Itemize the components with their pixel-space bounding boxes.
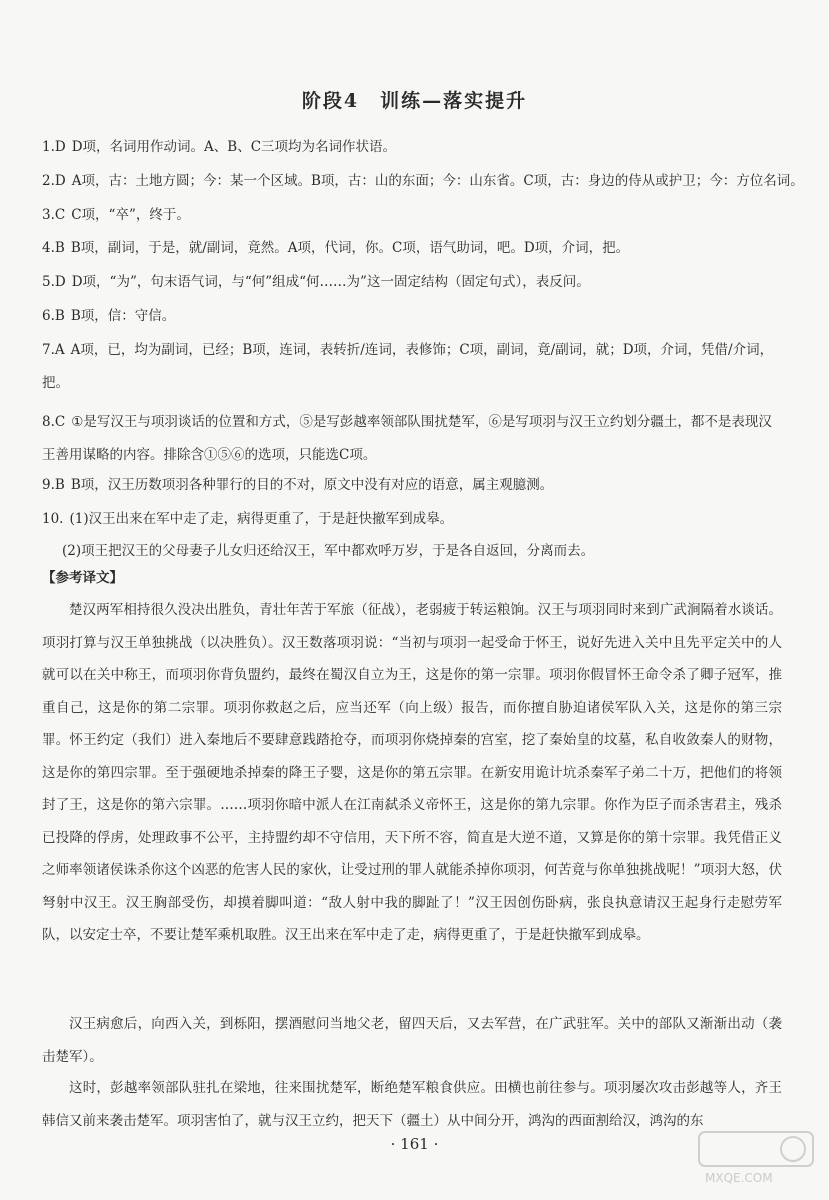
answer-text: (1)汉王出来在军中走了走，病得更重了，于是赶快撤军到成皋。 [69, 511, 454, 527]
answer-item [42, 300, 782, 333]
site-watermark-logo [697, 1128, 815, 1188]
answer-text: A项，已，均为副词，已经；B项，连词，表转折/连词，表修饰；C项，副词，竟/副词，就；D项，介词，凭借/介词，把。 [42, 342, 774, 391]
answer-text: B项，信：守信。 [70, 308, 176, 324]
translation-paragraph: 这时，彭越率领部队驻扎在梁地，往来围扰楚军，断绝楚军粮食供应。田横也前往参与。项羽屡次攻击彭越等人，齐王韩信又前来袭击楚军。项羽害怕了，就与汉王立约，把天下（疆土）从中间分开，鸿沟的西面割给汉，鸿沟的东 [42, 1080, 782, 1129]
answer-number: 3.C [42, 207, 66, 223]
answer-number: 2.D [42, 173, 66, 189]
answer-number: 1.D [42, 139, 66, 155]
answer-item [42, 232, 782, 265]
answer-text: D项，“为”，句末语气词，与“何”组成“何……为”这一固定结构（固定句式），表反问。 [71, 274, 590, 290]
answer-item [42, 199, 782, 232]
answer-number: 6.B [42, 308, 65, 324]
answer-text: D项，名词用作动词。A、B、C三项均为名词作状语。 [71, 139, 397, 155]
answer-item [42, 334, 782, 400]
section-title: 阶段4 训练—落实提升 [301, 90, 528, 112]
answer-number: 5.D [42, 274, 66, 290]
answer-text: A项，古：土地方圆；今：某一个区域。B项，古：山的东面；今：山东省。C项，古：身边的侍从或护卫；今：方位名词。 [71, 173, 804, 189]
reference-translation-label: 【参考译文】 [42, 570, 123, 586]
answer-number: 10. [42, 511, 64, 527]
answer-text: B项，副词，于是，就/副词，竟然。A项，代词，你。C项，语气助词，吧。D项，介词，把。 [70, 240, 630, 256]
page-number: · 161 · [390, 1135, 439, 1153]
answer-item [42, 406, 782, 472]
answer-text: C项，“卒”，终于。 [71, 207, 190, 223]
answer-item [42, 469, 782, 502]
answer-number: 9.B [42, 477, 65, 493]
answer-number: 7.A [42, 342, 65, 358]
translation-paragraph: 汉王病愈后，向西入关，到栎阳，摆酒慰问当地父老，留四天后，又去军营，在广武驻军。关中的部队又渐渐出动（袭击楚军）。 [42, 1016, 782, 1065]
answer-item [42, 503, 782, 536]
answer-sub-item: (2)项王把汉王的父母妻子儿女归还给汉王，军中都欢呼万岁，于是各自返回，分离而去。 [62, 543, 595, 559]
translation-paragraph: 楚汉两军相持很久没决出胜负，青壮年苦于军旅（征战），老弱疲于转运粮饷。汉王与项羽同时来到广武涧隔着水谈话。项羽打算与汉王单独挑战（以决胜负）。汉王数落项羽说：“当初与项羽一起受命于怀王，说好先进入关中且先平定关中的人就可以在关中称王，而项羽你背负盟约，最终在蜀汉自立为王，这是你的第一宗罪。项羽你假冒怀王命令杀了卿子冠军，推重自己，这是你的第二宗罪。项羽你救赵之后，应当还军（向上级）报告，而你擅自胁迫诸侯军队入关，这是你的第三宗罪。怀王约定（我们）进入秦地后不要肆意践踏抢夺，而项羽你烧掉秦的宫室，挖了秦始皇的坟墓，私自收敛秦人的财物，这是你的第四宗罪。至于强硬地杀掉秦的降王子婴，这是你的第五宗罪。在新安用诡计坑杀秦军子弟二十万，把他们的将领封了王，这是你的第六宗罪。……项羽你暗中派人在江南弑杀义帝怀王，这是你的第九宗罪。你作为臣子而杀害君主，残杀已投降的俘虏，处理政事不公平，主持盟约却不守信用，天下所不容，简直是大逆不道，又算是你的第十宗罪。我凭借正义之师率领诸侯诛杀你这个凶恶的危害人民的家伙，让受过刑的罪人就能杀掉你项羽，何苦竟与你单独挑战呢！”项羽大怒，伏弩射中汉王。汉王胸部受伤，却摸着脚叫道：“敌人射中我的脚趾了！”汉王因创伤卧病，张良执意请汉王起身行走慰劳军队，以安定士卒，不要让楚军乘机取胜。汉王出来在军中走了走，病得更重了，于是赶快撤军到成皋。 [42, 602, 782, 943]
answer-item [42, 266, 782, 299]
answer-text: B项，汉王历数项羽各种罪行的目的不对，原文中没有对应的语意，属主观臆测。 [70, 477, 554, 493]
answer-text: ①是写汉王与项羽谈话的位置和方式，⑤是写彭越率领部队围扰楚军，⑥是写项羽与汉王立约划分疆土，都不是表现汉王善用谋略的内容。排除含①⑤⑥的选项，只能选C项。 [42, 414, 772, 463]
answer-number: 4.B [42, 240, 65, 256]
answer-number: 8.C [42, 414, 66, 430]
answer-item [42, 131, 782, 164]
answer-item [42, 165, 804, 198]
svg-text:MXQE.COM: MXQE.COM [705, 1171, 773, 1185]
